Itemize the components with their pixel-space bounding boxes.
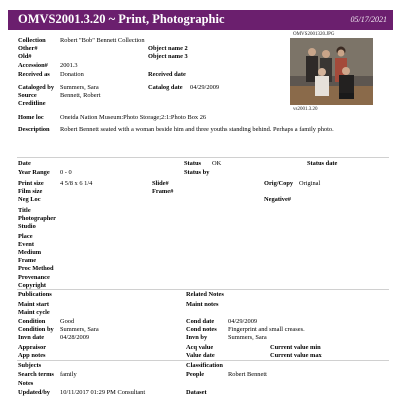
neg-loc-label: Neg Loc: [18, 196, 41, 203]
print-size-value: 4 5/8 x 6 1/4: [60, 180, 93, 187]
cond-date-value: 04/29/2009: [228, 318, 258, 325]
object-name-3-label: Object name 3: [148, 53, 188, 60]
accession-label: Accession#: [18, 62, 48, 69]
section-divider: [17, 360, 389, 361]
date-label: Date: [18, 160, 31, 167]
updated-by-label: Updated/by: [18, 389, 50, 396]
subjects-label: Subjects: [18, 362, 42, 369]
received-date-label: Received date: [148, 71, 186, 78]
photographer-label: Photographer: [18, 215, 56, 222]
photo-caption: vs2001.3.20: [293, 107, 318, 112]
search-terms-label: Search terms: [18, 371, 54, 378]
record-header: [8, 10, 393, 30]
maint-start-label: Maint start: [18, 301, 50, 308]
orig-copy-label: Orig/Copy: [264, 180, 294, 187]
publications-label: Publications: [18, 291, 52, 298]
print-date: 05/17/2021: [350, 15, 387, 24]
proc-method-label: Proc Method: [18, 265, 54, 272]
catalog-date-label: Catalog date: [148, 84, 183, 91]
section-divider: [17, 157, 389, 158]
object-name-2-label: Object name 2: [148, 45, 188, 52]
source-value: Bennett, Robert: [60, 92, 101, 99]
search-terms-value: family: [60, 371, 77, 378]
received-as-label: Received as: [18, 71, 50, 78]
collection-value: Robert "Bob" Bennett Collection: [60, 37, 145, 44]
invn-date-value: 04/28/2009: [60, 334, 90, 341]
invn-date-label: Invn date: [18, 334, 45, 341]
received-as-value: Donation: [60, 71, 84, 78]
description-value: Robert Bennett seated with a woman beside him and three youths standing behind. Perhaps a family photo.: [60, 126, 334, 133]
people-value: Robert Bennett: [228, 371, 267, 378]
film-size-label: Film size: [18, 188, 43, 195]
status-value: OK: [212, 160, 222, 167]
source-label: Source: [18, 92, 37, 99]
acq-value-label: Acq value: [186, 344, 214, 351]
frame-label: Frame: [18, 257, 37, 264]
invn-by-label: Invn by: [186, 334, 208, 341]
condition-by-label: Condition by: [18, 326, 54, 333]
photo-filename: OMVS2001320.JPG: [293, 32, 335, 37]
related-notes-label: Related Notes: [186, 291, 224, 298]
negative-label: Negative#: [264, 196, 291, 203]
classification-label: Classification: [186, 362, 223, 369]
app-notes-label: App notes: [18, 352, 46, 359]
section-divider: [17, 289, 389, 290]
slide-label: Slide#: [152, 180, 169, 187]
event-label: Event: [18, 241, 34, 248]
record-title: OMVS2001.3.20 ~ Print, Photographic: [18, 12, 225, 26]
collection-label: Collection: [18, 37, 46, 44]
maint-cycle-label: Maint cycle: [18, 309, 50, 316]
condition-value: Good: [60, 318, 75, 325]
cataloged-by-label: Cataloged by: [18, 84, 55, 91]
invn-by-value: Summers, Sara: [228, 334, 267, 341]
notes-label: Notes: [18, 380, 34, 387]
people-label: People: [186, 371, 205, 378]
provenance-label: Provenance: [18, 274, 50, 281]
description-label: Description: [18, 126, 50, 133]
year-range-value: 0 - 0: [60, 169, 72, 176]
home-loc-label: Home loc: [18, 114, 44, 121]
studio-label: Studio: [18, 223, 36, 230]
cond-notes-value: Fingerprint and small creases.: [228, 326, 305, 333]
other-label: Other#: [18, 45, 38, 52]
maint-notes-label: Maint notes: [186, 301, 219, 308]
print-size-label: Print size: [18, 180, 44, 187]
accession-value: 2001.3: [60, 62, 78, 69]
place-label: Place: [18, 233, 33, 240]
dataset-label: Dataset: [186, 389, 207, 396]
old-label: Old#: [18, 53, 32, 60]
status-by-label: Status by: [184, 169, 210, 176]
condition-by-value: Summers, Sara: [60, 326, 99, 333]
orig-copy-value: Original: [299, 180, 321, 187]
home-loc-value: Oneida Nation Museum:Photo Storage;2:1:Photo Box 26: [60, 114, 207, 121]
appraisor-label: Appraisor: [18, 344, 47, 351]
cond-date-label: Cond date: [186, 318, 215, 325]
updated-by-value: 10/11/2017 01:29 PM Consultant: [60, 389, 146, 396]
frame-number-label: Frame#: [152, 188, 174, 195]
status-label: Status: [184, 160, 202, 167]
copyright-label: Copyright: [18, 282, 47, 289]
condition-label: Condition: [18, 318, 46, 325]
family-photo-image: [290, 38, 373, 105]
medium-label: Medium: [18, 249, 42, 256]
current-value-max-label: Current value max: [270, 352, 322, 359]
catalog-date-value: 04/29/2009: [190, 84, 220, 91]
title-label: Title: [18, 207, 31, 214]
year-range-label: Year Range: [18, 169, 50, 176]
cond-notes-label: Cond notes: [186, 326, 217, 333]
value-date-label: Value date: [186, 352, 215, 359]
cataloged-by-value: Summers, Sara: [60, 84, 99, 91]
object-photo: [290, 38, 373, 105]
status-date-label: Status date: [307, 160, 338, 167]
creditline-label: Creditline: [18, 100, 46, 107]
current-value-min-label: Current value min: [270, 344, 321, 351]
